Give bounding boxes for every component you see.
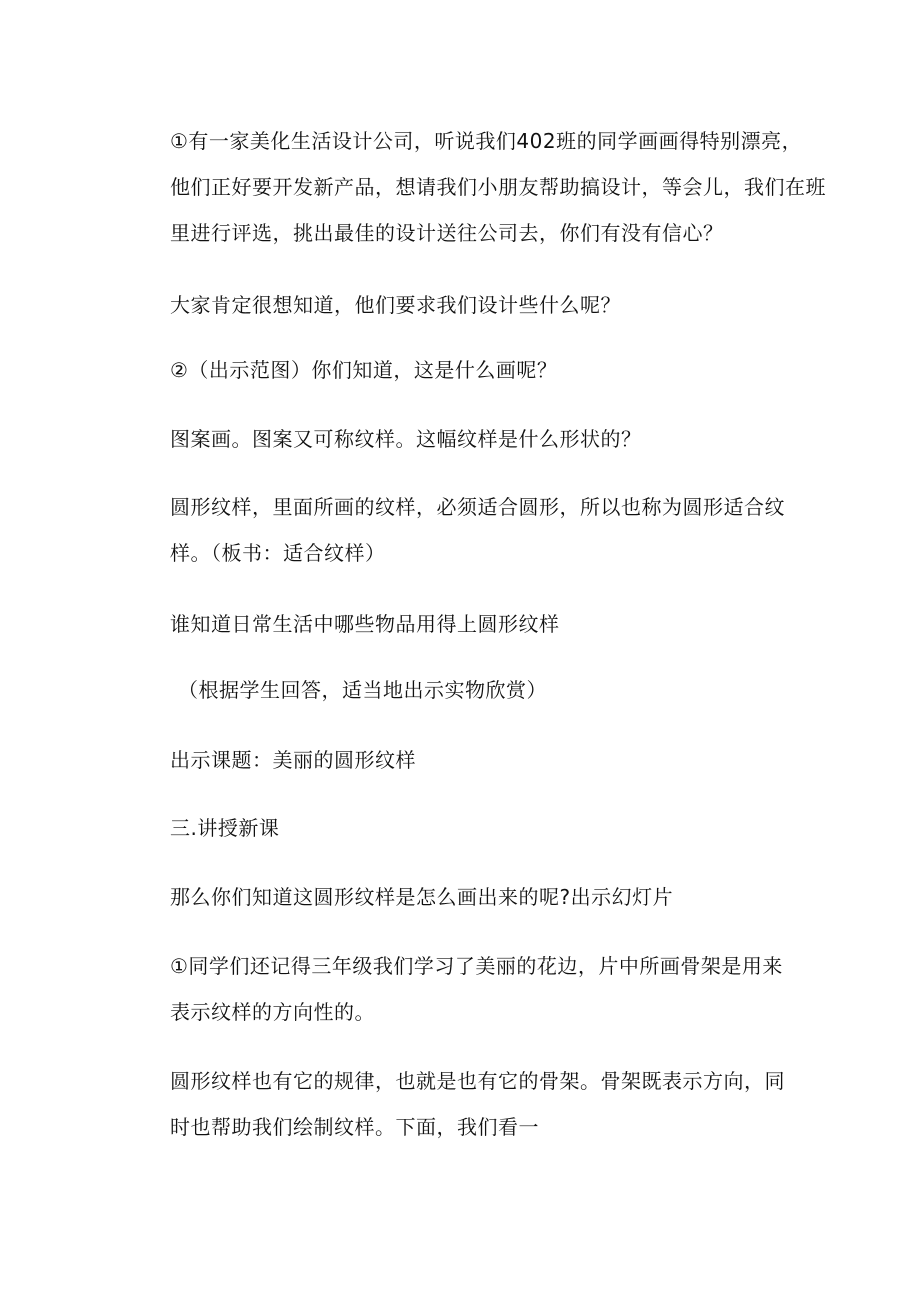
paragraph-skeleton-rule [170,1058,810,1150]
paragraph-line: 圆形纹样，里面所画的纹样，必须适合圆形，所以也称为圆形适合纹 [170,495,785,519]
paragraph-daily-items [170,601,810,647]
paragraph-line: 时也帮助我们绘制纹样。下面，我们看一 [170,1115,539,1139]
paragraph-line: 图案画。图案又可称纹样。这幅纹样是什么形状的？ [170,427,642,451]
paragraph-pattern-shape [170,416,810,462]
paragraph-line: ①同学们还记得三年级我们学习了美丽的花边，片中所画骨架是用来 [170,954,783,978]
paragraph-line: 大家肯定很想知道，他们要求我们设计些什么呢？ [170,293,621,317]
paragraph-flower-border [170,943,810,1035]
paragraph-line: 里进行评选，挑出最佳的设计送往公司去，你们有没有信心？ [170,221,724,245]
paragraph-lesson-title [170,737,810,783]
paragraph-student-answer [178,667,818,713]
paragraph-line: 三.讲授新课 [170,816,280,840]
paragraph-circle-pattern [170,484,810,576]
paragraph-line: 圆形纹样也有它的规律，也就是也有它的骨架。骨架既表示方向，同 [170,1069,785,1093]
paragraph-show-sample [170,347,810,393]
paragraph-question-design [170,282,810,328]
paragraph-how-drawn [170,874,810,920]
paragraph-intro-company [170,118,826,256]
paragraph-line: 样。（板书：适合纹样） [170,541,386,565]
paragraph-line: 表示纹样的方向性的。 [170,1000,375,1024]
paragraph-line: ②（出示范图）你们知道，这是什么画呢？ [170,358,558,382]
paragraph-line: 出示课题：美丽的圆形纹样 [170,748,416,772]
paragraph-line: 那么你们知道这圆形纹样是怎么画出来的呢?出示幻灯片 [170,885,674,909]
paragraph-line: 谁知道日常生活中哪些物品用得上圆形纹样 [170,612,560,636]
paragraph-line: 他们正好要开发新产品，想请我们小朋友帮助搞设计，等会儿，我们在班 [170,175,826,199]
paragraph-line: ①有一家美化生活设计公司，听说我们402班的同学画画得特别漂亮， [170,129,803,153]
section-heading-new-lesson [170,805,810,851]
paragraph-line: （根据学生回答，适当地出示实物欣赏） [178,678,547,702]
